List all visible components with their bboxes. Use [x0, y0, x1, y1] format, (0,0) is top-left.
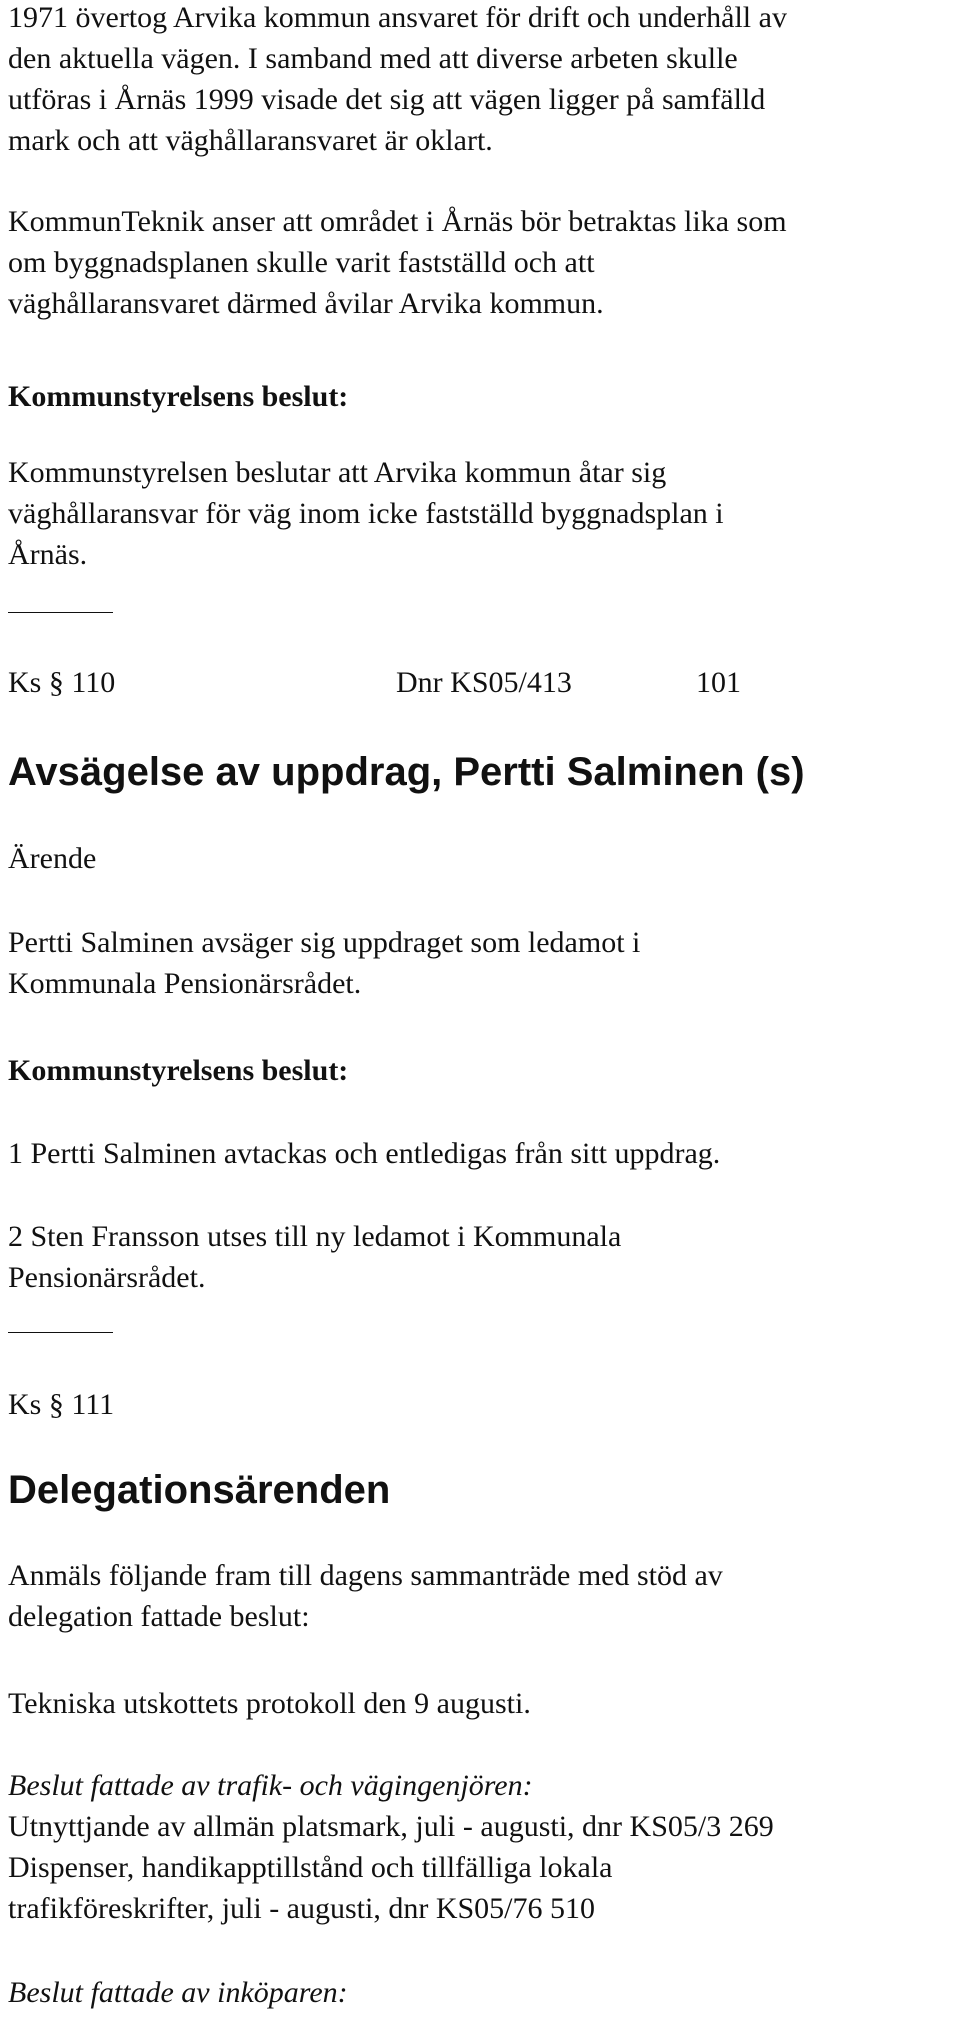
ks111-reference-line [8, 1384, 114, 1425]
ks111-protocol: Tekniska utskottets protokoll den 9 augusti. [8, 1687, 531, 1720]
traffic-engineer-heading: Beslut fattade av trafik- och vägingenjören: [8, 1769, 533, 1802]
ks110-label: Ks § 110 [8, 666, 116, 699]
ks111-label: Ks § 111 [8, 1388, 115, 1421]
ks110-code: 101 [696, 666, 741, 699]
traffic-decision-1: Utnyttjande av allmän platsmark, juli - augusti, dnr KS05/3 269 [8, 1810, 774, 1843]
traffic-decision-2: Dispenser, handikapptillstånd och tillfälliga lokala trafikföreskrifter, juli - augusti, dnr KS05/76 510 [8, 1851, 613, 1925]
ks111-title: Delegationsärenden [8, 1468, 391, 1512]
section-divider [8, 612, 113, 613]
ks110-decision-heading: Kommunstyrelsens beslut: [8, 1054, 349, 1087]
ks110-title: Avsägelse av uppdrag, Pertti Salminen (s) [8, 750, 805, 794]
ks110-dnr: Dnr KS05/413 [396, 666, 572, 699]
section-divider [8, 1332, 113, 1333]
intro-paragraph-2: KommunTeknik anser att området i Årnäs bör betraktas lika som om byggnadsplanen skulle varit fastställd och att väghållaransvaret därmed åvilar Arvika kommun. [8, 205, 787, 320]
decision-heading: Kommunstyrelsens beslut: [8, 380, 349, 413]
arende-text: Pertti Salminen avsäger sig uppdraget som ledamot i Kommunala Pensionärsrådet. [8, 926, 641, 1000]
intro-paragraph-1: 1971 övertog Arvika kommun ansvaret för drift och underhåll av den aktuella vägen. I samband med att diverse arbeten skulle utföras i Årnäs 1999 visade det sig att vägen ligger på samfälld mark och att väghållaransvaret är oklart. [8, 1, 787, 157]
ks110-decision-item-2: 2 Sten Fransson utses till ny ledamot i Kommunala Pensionärsrådet. [8, 1220, 622, 1294]
decision-text: Kommunstyrelsen beslutar att Arvika kommun åtar sig väghållaransvar för väg inom icke fastställd byggnadsplan i Årnäs. [8, 456, 724, 571]
purchaser-heading: Beslut fattade av inköparen: [8, 1976, 348, 2009]
ks111-intro: Anmäls följande fram till dagens sammanträde med stöd av delegation fattade beslut: [8, 1559, 723, 1633]
ks110-decision-item-1: 1 Pertti Salminen avtackas och entledigas från sitt uppdrag. [8, 1137, 721, 1170]
arende-label: Ärende [8, 842, 97, 875]
